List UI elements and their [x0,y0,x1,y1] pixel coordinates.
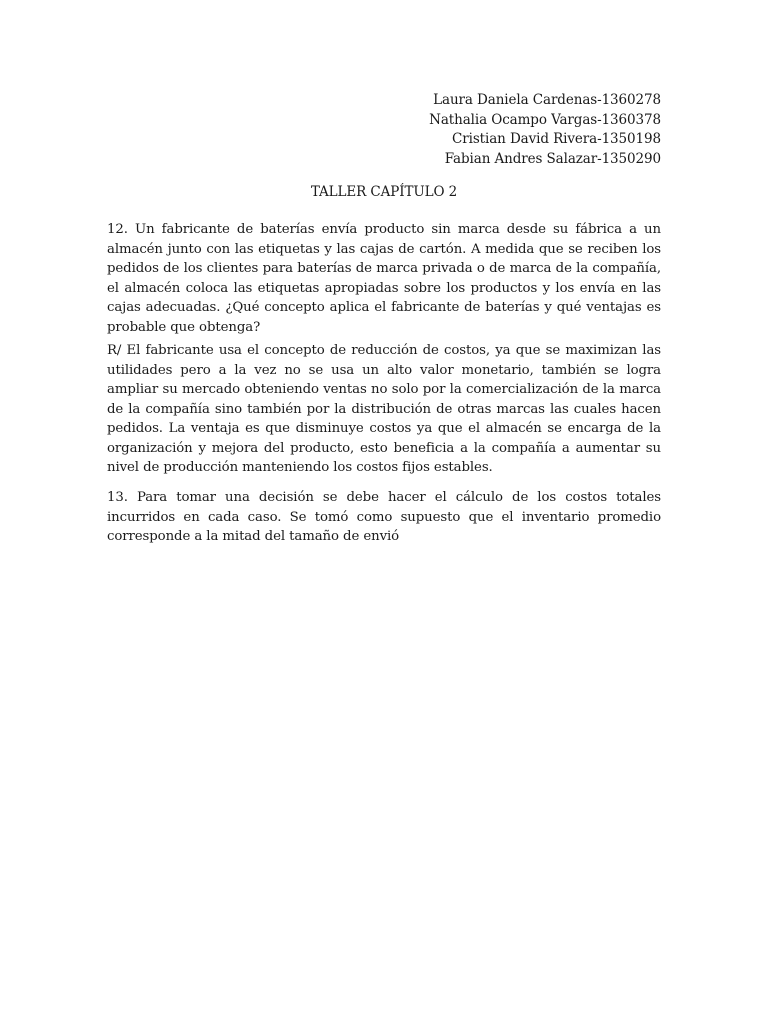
author-name: Nathalia Ocampo Vargas-1360378 [429,111,661,128]
author-name: Cristian David Rivera-1350198 [452,131,661,147]
author-list [429,91,661,169]
document-title: TALLER CAPÍTULO 2 [310,184,458,200]
answer-12-paragraph: R/ El fabricante usa el concepto de reducción de costos, ya que se maximizan las utilidades pero a la vez no se usa un alto valor monetario, también se logra ampliar su mercado obteniendo ventas no solo por la comercialización de la marca de la compañía sino también por la distribución de otras marcas las cuales hacen pedidos. La ventaja es que disminuye costos ya que el almacén se encarga de la organización y mejora del producto, esto beneficia a la compañía a aumentar su nivel de producción manteniendo los costos fijos estables. [107,343,661,475]
author-name: Fabian Andres Salazar-1350290 [444,150,661,167]
question-13-paragraph: 13. Para tomar una decisión se debe hacer el cálculo de los costos totales incurridos en cada caso. Se tomó como supuesto que el inventario promedio corresponde a la mitad del tamaño de envió [107,490,661,544]
author-name: Laura Daniela Cardenas-1360278 [433,92,661,108]
question-12-paragraph: 12. Un fabricante de baterías envía producto sin marca desde su fábrica a un almacén junto con las etiquetas y las cajas de cartón. A medida que se reciben los pedidos de los clientes para baterías de marca privada o de marca de la compañía, el almacén coloca las etiquetas apropiadas sobre los productos y los envía en las cajas adecuadas. ¿Qué concepto aplica el fabricante de baterías y qué ventajas es probable que obtenga? [107,222,661,335]
